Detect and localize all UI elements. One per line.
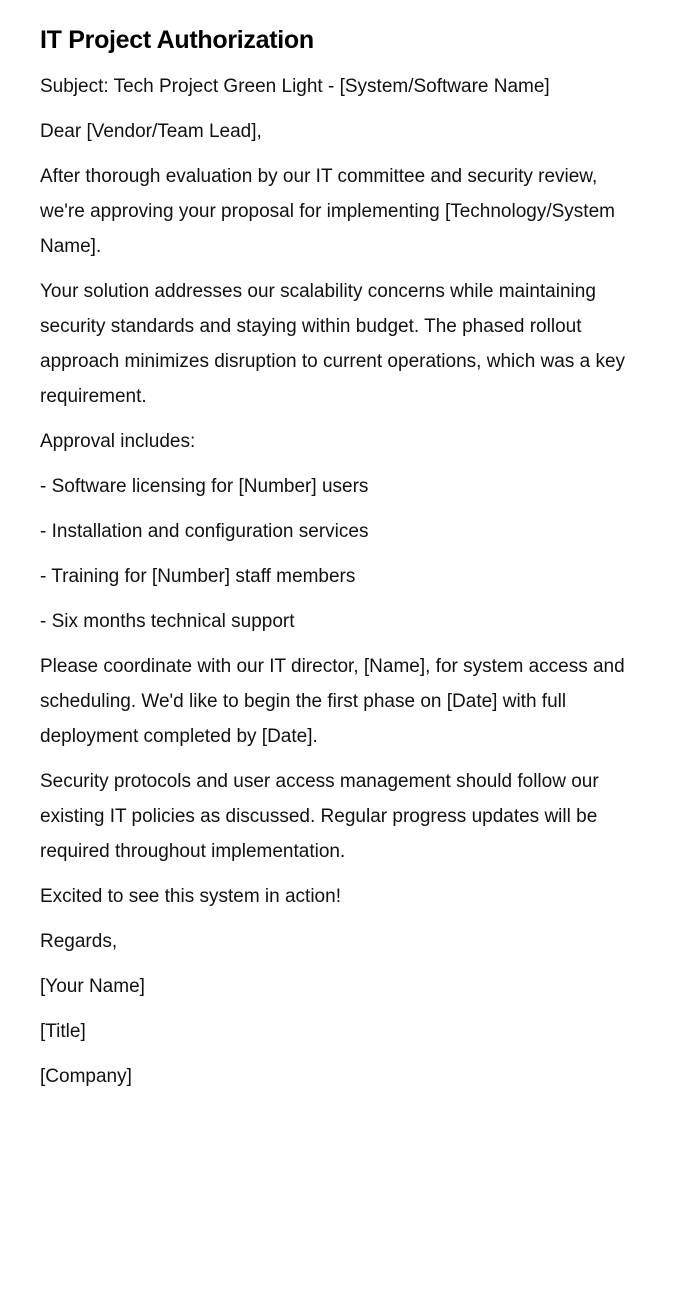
list-item: - Six months technical support — [40, 611, 295, 632]
subject-line: Subject: Tech Project Green Light - [System/Software Name] — [40, 76, 550, 97]
sign-off: Regards, — [40, 931, 118, 952]
signature-name: [Your Name] — [40, 976, 145, 997]
approval-list-heading: Approval includes: — [40, 431, 196, 452]
letter-document — [40, 20, 640, 1094]
closing-remark: Excited to see this system in action! — [40, 886, 341, 907]
body-paragraph-rationale: Your solution addresses our scalability concerns while maintaining security standards and staying within budget. The phased rollout approach minimizes disruption to current operations, which was a key requirement. — [40, 281, 626, 407]
body-paragraph-security: Security protocols and user access management should follow our existing IT policies as discussed. Regular progress updates will be required throughout implementation. — [40, 771, 599, 862]
signature-title: [Title] — [40, 1021, 86, 1042]
body-paragraph-coordination: Please coordinate with our IT director, [Name], for system access and scheduling. We'd like to begin the first phase on [Date] with full deployment completed by [Date]. — [40, 656, 625, 747]
list-item: - Training for [Number] staff members — [40, 566, 356, 587]
signature-company: [Company] — [40, 1066, 132, 1087]
list-item: - Installation and configuration services — [40, 521, 369, 542]
document-title: IT Project Authorization — [40, 26, 314, 54]
list-item: - Software licensing for [Number] users — [40, 476, 369, 497]
body-paragraph-approval: After thorough evaluation by our IT committee and security review, we're approving your proposal for implementing [Technology/System Name]. — [40, 166, 615, 257]
salutation: Dear [Vendor/Team Lead], — [40, 121, 262, 142]
